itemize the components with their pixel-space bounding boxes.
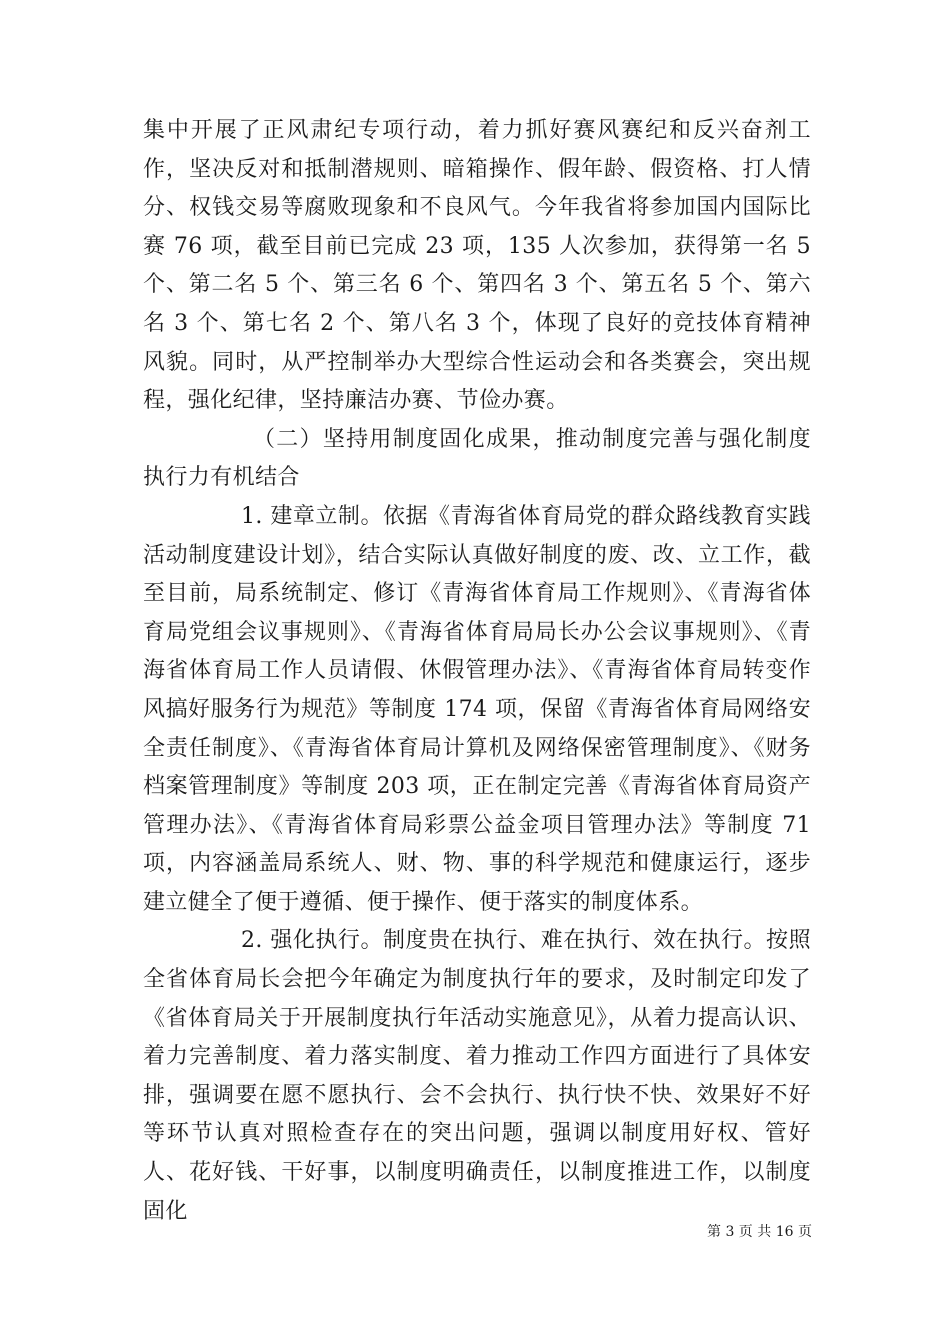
section-heading-institution-building: （二）坚持用制度固化成果，推动制度完善与强化制度执行力有机结合	[143, 426, 811, 491]
document-body	[143, 112, 811, 1231]
paragraph-discipline-action: 集中开展了正风肃纪专项行动，着力抓好赛风赛纪和反兴奋剂工作，坚决反对和抵制潜规则、暗箱操作、假年龄、假资格、打人情分、权钱交易等腐败现象和不良风气。今年我省将参加国内国际比赛 76 项，截至目前已完成 23 项，135 人次参加，获得第一名 5 个、第二名 5 个、第三名 6 个、第四名 3 个、第五名 5 个、第六名 3 个、第七名 2 个、第八名 3 个，体现了良好的竞技体育精神风貌。同时，从严控制举办大型综合性运动会和各类赛会，突出规程，强化纪律，坚持廉洁办赛、节俭办赛。	[143, 118, 811, 414]
paragraph-strengthen-execution: 2. 强化执行。制度贵在执行、难在执行、效在执行。按照全省体育局长会把今年确定为制度执行年的要求，及时制定印发了《省体育局关于开展制度执行年活动实施意见》，从着力提高认识、着力完善制度、着力落实制度、着力推动工作四方面进行了具体安排，强调要在愿不愿执行、会不会执行、执行快不快、效果好不好等环节认真对照检查存在的突出问题，强调以制度用好权、管好人、花好钱、干好事，以制度明确责任，以制度推进工作，以制度固化	[143, 928, 811, 1224]
page-number: 第 3 页 共 16 页	[707, 1224, 812, 1240]
paragraph-establish-rules: 1. 建章立制。依据《青海省体育局党的群众路线教育实践活动制度建设计划》，结合实际认真做好制度的废、改、立工作，截至目前，局系统制定、修订《青海省体育局工作规则》、《青海省体育局党组会议事规则》、《青海省体育局局长办公会议事规则》、《青海省体育局工作人员请假、休假管理办法》、《青海省体育局转变作风搞好服务行为规范》等制度 174 项，保留《青海省体育局网络安全责任制度》、《青海省体育局计算机及网络保密管理制度》、《财务档案管理制度》等制度 203 项，正在制定完善《青海省体育局资产管理办法》、《青海省体育局彩票公益金项目管理办法》等制度 71 项，内容涵盖局系统人、财、物、事的科学规范和健康运行，逐步建立健全了便于遵循、便于操作、便于落实的制度体系。	[143, 503, 811, 915]
